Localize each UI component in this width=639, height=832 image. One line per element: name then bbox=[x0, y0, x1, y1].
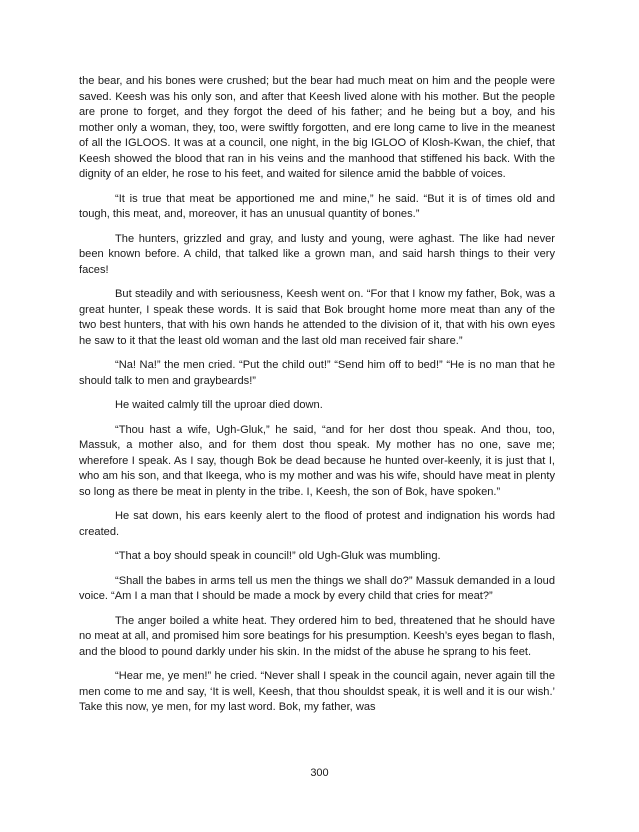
page-number: 300 bbox=[310, 767, 329, 779]
body-text bbox=[79, 74, 555, 725]
paragraph: He waited calmly till the uproar died down. bbox=[115, 399, 323, 411]
paragraph: He sat down, his ears keenly alert to the flood of protest and indignation his words had created. bbox=[79, 510, 555, 538]
paragraph: “Shall the babes in arms tell us men the things we shall do?” Massuk demanded in a loud voice. “Am I a man that I should be made a mock by every child that cries for meat?” bbox=[79, 574, 555, 602]
paragraph-continued: the bear, and his bones were crushed; but the bear had much meat on him and the people were saved. Keesh was his only son, and after that Keesh lived alone with his mother. But the people are prone to forget, and they forgot the deed of his father; and he being but a boy, and his mother only a woman, they, too, were swiftly forgotten, and ere long came to live in the meanest of all the IGLOOS. It was at a council, one night, in the big IGLOO of Klosh-Kwan, the chief, that Keesh showed the blood that ran in his veins and the manhood that stiffened his back. With the dignity of an elder, he rose to his feet, and waited for silence amid the babble of voices. bbox=[79, 75, 555, 180]
paragraph: “Thou hast a wife, Ugh-Gluk,” he said, “and for her dost thou speak. And thou, too, Massuk, a mother also, and for them dost thou speak. My mother has no one, save me; wherefore I speak. As I say, though Bok be dead because he hunted over-keenly, it is just that I, who am his son, and that Ikeega, who is my mother and was his wife, should have meat in plenty so long as there be meat in plenty in the tribe. I, Keesh, the son of Bok, have spoken.” bbox=[79, 423, 555, 498]
paragraph: “It is true that meat be apportioned me and mine,” he said. “But it is of times old and tough, this meat, and, moreover, it has an unusual quantity of bones.” bbox=[79, 192, 555, 220]
paragraph: “Na! Na!” the men cried. “Put the child out!” “Send him off to bed!” “He is no man that he should talk to men and graybeards!” bbox=[79, 359, 555, 387]
paragraph: But steadily and with seriousness, Keesh went on. “For that I know my father, Bok, was a great hunter, I speak these words. It is said that Bok brought home more meat than any of the two best hunters, that with his own hands he attended to the division of it, that with his own eyes he saw to it that the least old woman and the last old man received fair share.” bbox=[79, 288, 555, 347]
paragraph: “That a boy should speak in council!” old Ugh-Gluk was mumbling. bbox=[115, 550, 441, 562]
paragraph: The anger boiled a white heat. They ordered him to bed, threatened that he should have no meat at all, and promised him sore beatings for his presumption. Keesh’s eyes began to flash, and the blood to pound darkly under his skin. In the midst of the abuse he sprang to his feet. bbox=[79, 614, 555, 658]
paragraph: The hunters, grizzled and gray, and lusty and young, were aghast. The like had never been known before. A child, that talked like a grown man, and said harsh things to their very faces! bbox=[79, 232, 555, 276]
paragraph: “Hear me, ye men!” he cried. “Never shall I speak in the council again, never again till the men come to me and say, ‘It is well, Keesh, that thou shouldst speak, it is well and it is our wish.’ Take this now, ye men, for my last word. Bok, my father, was bbox=[79, 670, 555, 713]
